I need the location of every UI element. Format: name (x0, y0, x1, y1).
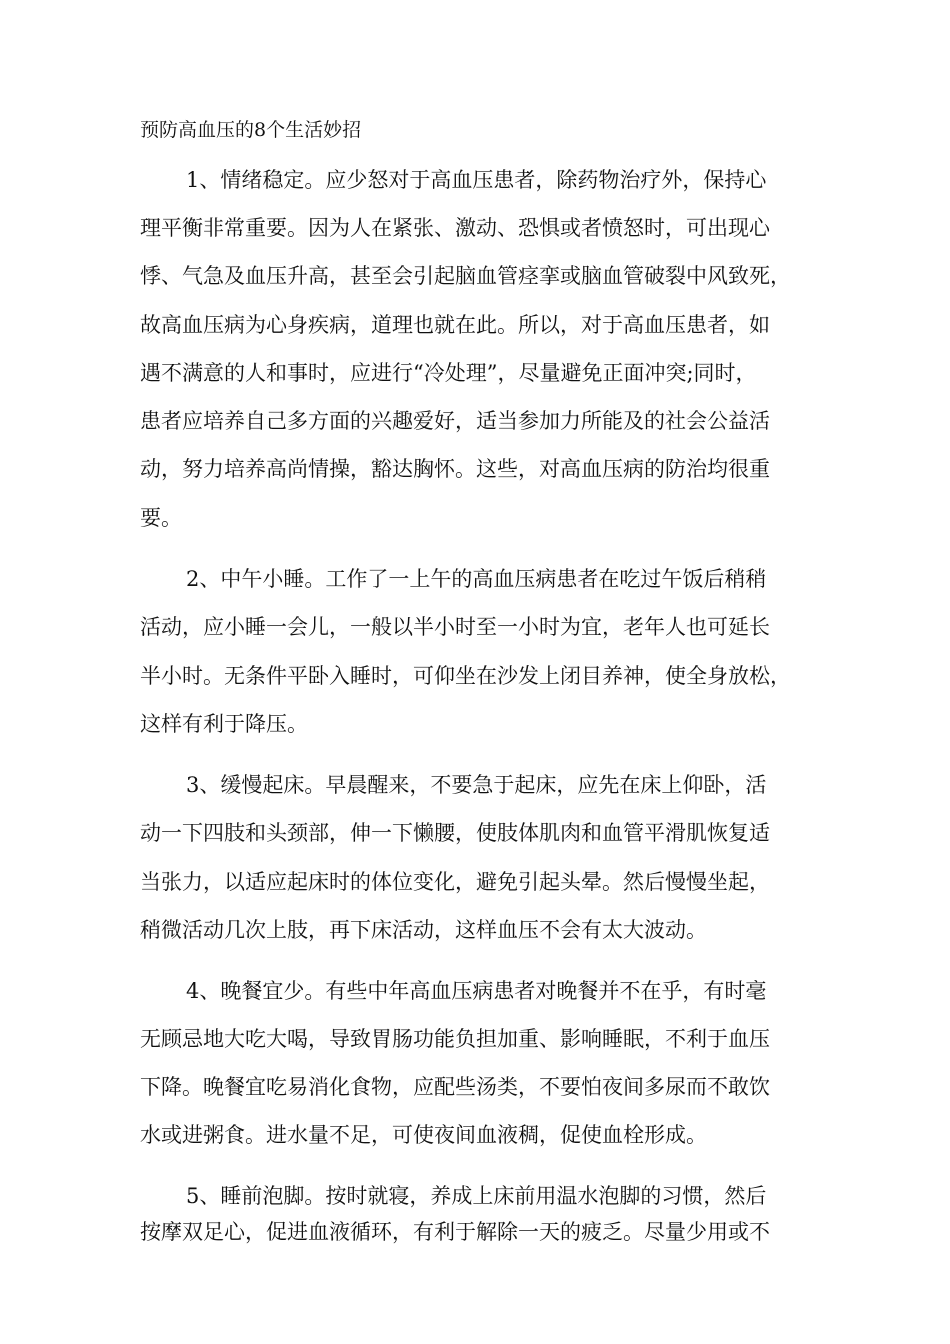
text-line: 动，努力培养高尚情操，豁达胸怀。这些，对高血压病的防治均很重 (140, 457, 770, 481)
text-line: 理平衡非常重要。因为人在紧张、激动、恐惧或者愤怒时，可出现心 (140, 216, 770, 240)
text-line: 活动，应小睡一会儿，一般以半小时至一小时为宜，老年人也可延长 (140, 615, 770, 639)
text-line: 3、缓慢起床。早晨醒来，不要急于起床，应先在床上仰卧，活 (186, 773, 767, 797)
text-line: 5、睡前泡脚。按时就寝，养成上床前用温水泡脚的习惯，然后 (186, 1184, 767, 1208)
text-line: 无顾忌地大吃大喝，导致胃肠功能负担加重、影响睡眠，不利于血压 (140, 1027, 770, 1051)
text-line: 要。 (140, 506, 182, 530)
text-line: 稍微活动几次上肢，再下床活动，这样血压不会有太大波动。 (140, 918, 707, 942)
text-line: 这样有利于降压。 (140, 712, 308, 736)
text-line: 半小时。无条件平卧入睡时，可仰坐在沙发上闭目养神，使全身放松， (140, 664, 791, 688)
text-line: 1、情绪稳定。应少怒对于高血压患者，除药物治疗外，保持心 (186, 168, 767, 192)
text-line: 水或进粥食。进水量不足，可使夜间血液稠，促使血栓形成。 (140, 1123, 707, 1147)
text-line: 悸、气急及血压升高，甚至会引起脑血管痉挛或脑血管破裂中风致死， (140, 264, 791, 288)
text-line: 按摩双足心，促进血液循环，有利于解除一天的疲乏。尽量少用或不 (140, 1220, 770, 1244)
text-line: 下降。晚餐宜吃易消化食物，应配些汤类，不要怕夜间多尿而不敢饮 (140, 1075, 770, 1099)
text-line: 遇不满意的人和事时，应进行“冷处理”，尽量避免正面冲突;同时， (140, 361, 757, 385)
text-line: 动一下四肢和头颈部，伸一下懒腰，使肢体肌肉和血管平滑肌恢复适 (140, 821, 770, 845)
document-title: 预防高血压的8个生活妙招 (140, 119, 362, 141)
text-line: 当张力，以适应起床时的体位变化，避免引起头晕。然后慢慢坐起， (140, 870, 770, 894)
text-line: 4、晚餐宜少。有些中年高血压病患者对晚餐并不在乎，有时毫 (186, 979, 767, 1003)
text-line: 2、中午小睡。工作了一上午的高血压病患者在吃过午饭后稍稍 (186, 567, 767, 591)
text-line: 患者应培养自己多方面的兴趣爱好，适当参加力所能及的社会公益活 (140, 409, 770, 433)
text-line: 故高血压病为心身疾病，道理也就在此。所以，对于高血压患者，如 (140, 313, 770, 337)
